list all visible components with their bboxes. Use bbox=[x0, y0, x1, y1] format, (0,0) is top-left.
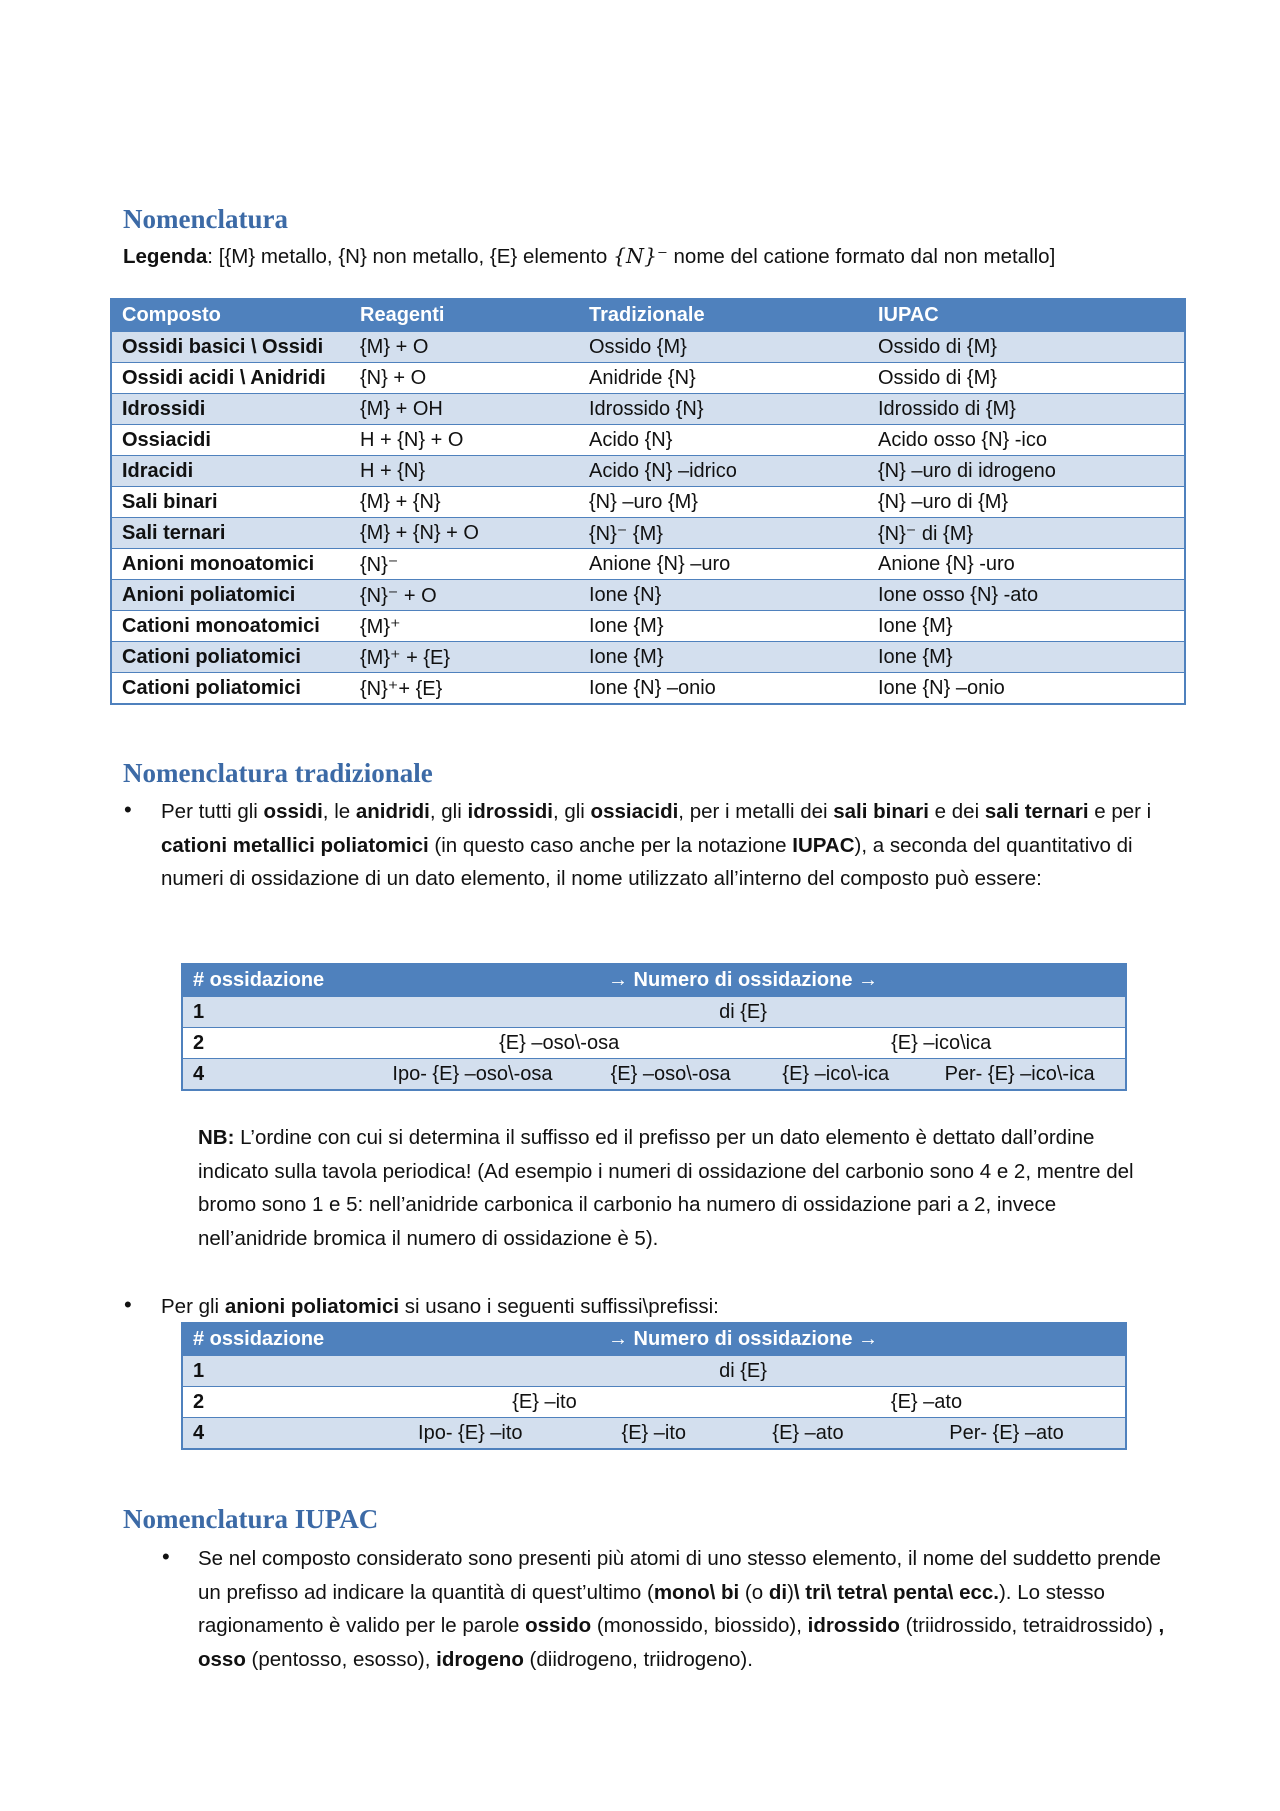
legend-math: {N}⁻ bbox=[612, 244, 668, 268]
table-row bbox=[182, 997, 1126, 1028]
text: Per tutti gli bbox=[161, 800, 264, 823]
cell-reagenti: H + {N} bbox=[350, 456, 579, 487]
table-cell: {E} –oso\-osa bbox=[584, 1059, 757, 1091]
table-row bbox=[182, 1418, 1126, 1450]
text: (monossido, biossido), bbox=[591, 1614, 808, 1637]
table-row bbox=[111, 673, 1185, 705]
term: idrossido bbox=[807, 1614, 900, 1637]
oxidation-table-2 bbox=[181, 1322, 1127, 1450]
cell-reagenti: {M}⁺ + {E} bbox=[350, 642, 579, 673]
cell-composto: Ossidi acidi \ Anidridi bbox=[111, 363, 350, 394]
table-cell: {E} –oso\-osa bbox=[361, 1028, 757, 1059]
section-title-iupac: Nomenclatura IUPAC bbox=[123, 1504, 379, 1534]
col-header-iupac: IUPAC bbox=[868, 299, 1185, 332]
cell-tradizionale: Ossido {M} bbox=[579, 332, 868, 363]
nb-text: L’ordine con cui si determina il suffisso ed il prefisso per un dato elemento è dettato dall’ordine indicato sulla tavola periodica! (Ad esempio i numeri di ossidazione del carbonio sono 4 e 2, mentre del bromo sono 1 e 5: nell’anidride carbonica il carbonio ha numero di ossidazione pari a 2, invece nell’anidride bromica il numero di ossidazione è 5). bbox=[198, 1126, 1134, 1250]
cell-composto: Cationi poliatomici bbox=[111, 642, 350, 673]
term: di bbox=[768, 1580, 788, 1604]
table-cell: {E} –ito bbox=[580, 1418, 728, 1450]
text: , gli bbox=[429, 800, 468, 823]
row-label: 1 bbox=[182, 1356, 361, 1387]
text: ) bbox=[787, 1580, 794, 1604]
cell-reagenti: {M}⁺ bbox=[350, 611, 579, 642]
term: sali binari bbox=[833, 800, 929, 823]
nomenclature-table bbox=[110, 298, 1186, 705]
cell-iupac: {N}⁻ di {M} bbox=[868, 518, 1185, 549]
col-header-composto: Composto bbox=[111, 299, 350, 332]
table-cell: {E} –ito bbox=[361, 1387, 728, 1418]
cell-tradizionale: Ione {N} bbox=[579, 580, 868, 611]
term: ossido bbox=[525, 1614, 592, 1637]
table-row bbox=[111, 487, 1185, 518]
text: (o bbox=[739, 1580, 769, 1604]
text: (pentosso, esosso), bbox=[245, 1647, 437, 1671]
table-cell: Ipo- {E} –oso\-osa bbox=[361, 1059, 584, 1091]
cell-tradizionale: Anione {N} –uro bbox=[579, 549, 868, 580]
cell-iupac: Ione {M} bbox=[868, 611, 1185, 642]
legend-text-pre: : [{M} metallo, {N} non metallo, {E} elemento bbox=[207, 245, 613, 268]
table-row bbox=[111, 580, 1185, 611]
cell-iupac: {N} –uro di idrogeno bbox=[868, 456, 1185, 487]
cell-composto: Sali binari bbox=[111, 487, 350, 518]
nb-note bbox=[198, 1121, 1163, 1255]
cell-composto: Anioni monoatomici bbox=[111, 549, 350, 580]
paragraph-iupac bbox=[198, 1542, 1168, 1676]
cell-iupac: Ossido di {M} bbox=[868, 332, 1185, 363]
cell-iupac: Idrossido di {M} bbox=[868, 394, 1185, 425]
text: , per i metalli dei bbox=[678, 800, 834, 823]
cell-reagenti: {M} + O bbox=[350, 332, 579, 363]
term: IUPAC bbox=[792, 833, 855, 857]
table-cell: Ipo- {E} –ito bbox=[361, 1418, 580, 1450]
col-header-tradizionale: Tradizionale bbox=[579, 299, 868, 332]
bullet-marker: • bbox=[162, 1544, 170, 1569]
cell-iupac: Ione {M} bbox=[868, 642, 1185, 673]
term: anidridi bbox=[355, 800, 430, 823]
cell-composto: Ossiacidi bbox=[111, 425, 350, 456]
cell-iupac: Ione {N} –onio bbox=[868, 673, 1185, 705]
cell-composto: Anioni poliatomici bbox=[111, 580, 350, 611]
legend-label: Legenda bbox=[123, 245, 208, 268]
cell-tradizionale: {N}⁻ {M} bbox=[579, 518, 868, 549]
table-row bbox=[111, 642, 1185, 673]
term: cationi metallici poliatomici bbox=[161, 833, 429, 857]
text: (triidrossido, tetraidrossido) bbox=[899, 1614, 1159, 1637]
section-title-tradizionale: Nomenclatura tradizionale bbox=[123, 758, 433, 788]
table-header-row bbox=[111, 299, 1185, 332]
cell-reagenti: {M} + OH bbox=[350, 394, 579, 425]
table-row bbox=[182, 1059, 1126, 1091]
cell-reagenti: {M} + {N} bbox=[350, 487, 579, 518]
text: Per gli bbox=[161, 1295, 225, 1318]
term: , osso bbox=[198, 1614, 1165, 1671]
table-row bbox=[182, 1028, 1126, 1059]
term: ossidi bbox=[263, 800, 323, 823]
table-row bbox=[111, 456, 1185, 487]
bullet-marker: • bbox=[124, 797, 132, 822]
text: e dei bbox=[928, 800, 985, 823]
col-header-numero: → Numero di ossidazione → bbox=[361, 1323, 1126, 1356]
cell-composto: Cationi poliatomici bbox=[111, 673, 350, 705]
table-cell: {E} –ico\ica bbox=[757, 1028, 1126, 1059]
term: idrogeno bbox=[436, 1647, 524, 1671]
text: ), a seconda del quantitativo di numeri di ossidazione di un dato elemento, il nome utilizzato all’interno del composto può essere: bbox=[161, 833, 1133, 890]
cell-reagenti: {N} + O bbox=[350, 363, 579, 394]
col-header-ossidazione: # ossidazione bbox=[182, 1323, 361, 1356]
cell-composto: Sali ternari bbox=[111, 518, 350, 549]
table-row bbox=[111, 611, 1185, 642]
table-cell: {E} –ico\-ica bbox=[757, 1059, 914, 1091]
table-header-row bbox=[182, 1323, 1126, 1356]
text: ). Lo stesso ragionamento è valido per le parole bbox=[198, 1580, 1105, 1637]
table-cell: di {E} bbox=[361, 997, 1126, 1028]
cell-reagenti: H + {N} + O bbox=[350, 425, 579, 456]
term: \ tri\ tetra\ penta\ ecc. bbox=[793, 1580, 999, 1604]
nb-label: NB: bbox=[198, 1126, 235, 1149]
col-header-numero: → Numero di ossidazione → bbox=[361, 964, 1126, 997]
table-row bbox=[111, 425, 1185, 456]
table-row bbox=[111, 549, 1185, 580]
cell-tradizionale: Idrossido {N} bbox=[579, 394, 868, 425]
cell-iupac: Acido osso {N} -ico bbox=[868, 425, 1185, 456]
table-cell: Per- {E} –ico\-ica bbox=[914, 1059, 1126, 1091]
term: anioni poliatomici bbox=[224, 1295, 400, 1318]
table-row bbox=[111, 394, 1185, 425]
oxidation-table-1 bbox=[181, 963, 1127, 1091]
text: , le bbox=[322, 800, 356, 823]
text: (in questo caso anche per la notazione bbox=[428, 833, 793, 857]
text: (diidrogeno, triidrogeno). bbox=[523, 1647, 753, 1671]
col-header-ossidazione: # ossidazione bbox=[182, 964, 361, 997]
cell-iupac: Ossido di {M} bbox=[868, 363, 1185, 394]
cell-tradizionale: Ione {N} –onio bbox=[579, 673, 868, 705]
cell-composto: Cationi monoatomici bbox=[111, 611, 350, 642]
cell-composto: Ossidi basici \ Ossidi bbox=[111, 332, 350, 363]
cell-reagenti: {M} + {N} + O bbox=[350, 518, 579, 549]
text: si usano i seguenti suffissi\prefissi: bbox=[399, 1295, 719, 1318]
legend-text-post: nome del catione formato dal non metallo] bbox=[667, 245, 1056, 268]
table-row bbox=[182, 1356, 1126, 1387]
cell-reagenti: {N}⁻ + O bbox=[350, 580, 579, 611]
paragraph-anioni bbox=[161, 1290, 1161, 1324]
term: idrossidi bbox=[467, 800, 553, 823]
row-label: 2 bbox=[182, 1387, 361, 1418]
row-label: 2 bbox=[182, 1028, 361, 1059]
table-header-row bbox=[182, 964, 1126, 997]
row-label: 1 bbox=[182, 997, 361, 1028]
cell-composto: Idrossidi bbox=[111, 394, 350, 425]
cell-tradizionale: Ione {M} bbox=[579, 611, 868, 642]
bullet-marker: • bbox=[124, 1292, 132, 1317]
cell-reagenti: {N}⁻ bbox=[350, 549, 579, 580]
cell-composto: Idracidi bbox=[111, 456, 350, 487]
text: e per i bbox=[1088, 800, 1152, 823]
table-row bbox=[111, 332, 1185, 363]
table-cell: {E} –ato bbox=[728, 1418, 888, 1450]
text: , gli bbox=[552, 800, 591, 823]
table-cell: Per- {E} –ato bbox=[888, 1418, 1126, 1450]
cell-iupac: {N} –uro di {M} bbox=[868, 487, 1185, 518]
cell-tradizionale: Ione {M} bbox=[579, 642, 868, 673]
cell-iupac: Anione {N} -uro bbox=[868, 549, 1185, 580]
cell-iupac: Ione osso {N} -ato bbox=[868, 580, 1185, 611]
term: sali ternari bbox=[984, 800, 1089, 823]
table-row bbox=[111, 363, 1185, 394]
cell-tradizionale: Anidride {N} bbox=[579, 363, 868, 394]
term: mono\ bi bbox=[653, 1580, 740, 1604]
row-label: 4 bbox=[182, 1059, 361, 1091]
cell-tradizionale: Acido {N} –idrico bbox=[579, 456, 868, 487]
table-cell: di {E} bbox=[361, 1356, 1126, 1387]
paragraph-tradizionale bbox=[161, 795, 1161, 896]
text: Se nel composto considerato sono presenti più atomi di uno stesso elemento, il nome del suddetto prende un prefisso ad indicare la quantità di quest’ultimo ( bbox=[198, 1547, 1161, 1604]
cell-reagenti: {N}⁺+ {E} bbox=[350, 673, 579, 705]
table-row bbox=[111, 518, 1185, 549]
legend bbox=[123, 244, 1055, 269]
table-row bbox=[182, 1387, 1126, 1418]
table-cell: {E} –ato bbox=[728, 1387, 1126, 1418]
term: ossiacidi bbox=[590, 800, 679, 823]
col-header-reagenti: Reagenti bbox=[350, 299, 579, 332]
cell-tradizionale: {N} –uro {M} bbox=[579, 487, 868, 518]
row-label: 4 bbox=[182, 1418, 361, 1450]
section-title-nomenclatura: Nomenclatura bbox=[123, 204, 288, 234]
cell-tradizionale: Acido {N} bbox=[579, 425, 868, 456]
